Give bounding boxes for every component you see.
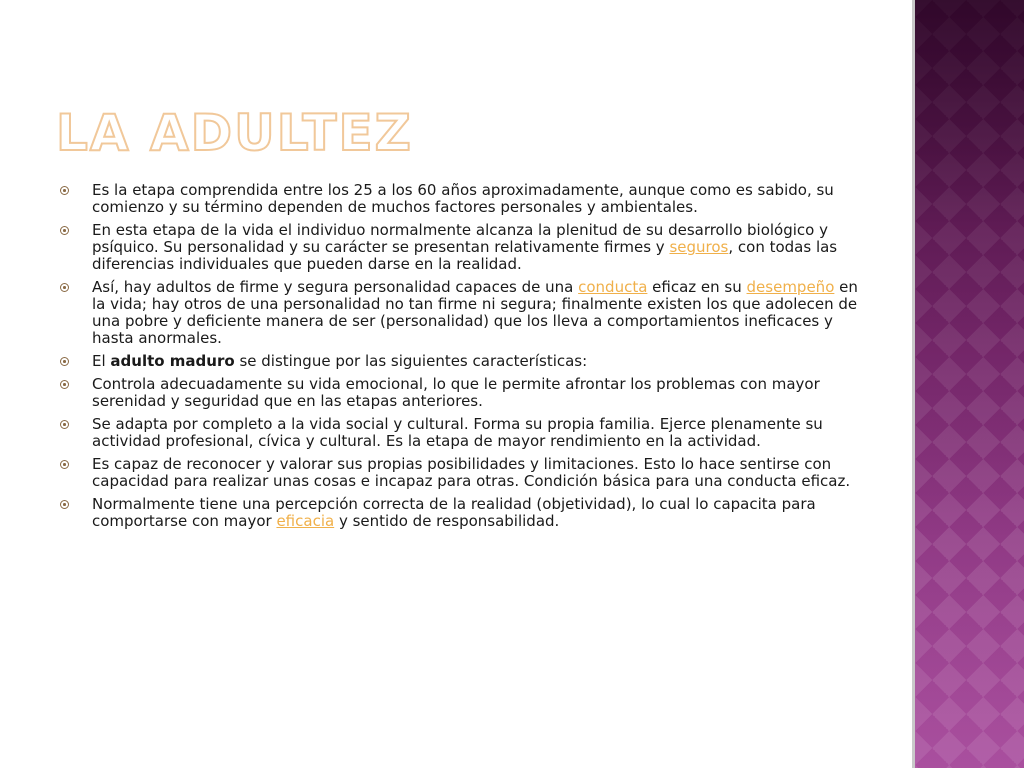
bullet-text: Así, hay adultos de firme y segura personalidad capaces de una [92, 278, 579, 296]
circle-bullet-icon [60, 226, 69, 235]
bullet-item-3 [60, 279, 860, 347]
bullet-item-6 [60, 416, 860, 450]
circle-bullet-icon [60, 357, 69, 366]
circle-bullet-icon [60, 283, 69, 292]
bullet-text: se distingue por las siguientes características: [234, 352, 588, 370]
bullet-item-7 [60, 456, 860, 490]
bullet-text: Controla adecuadamente su vida emocional, lo que le permite afrontar los problemas con mayor serenidad y seguridad que en las etapas anteriores. [92, 375, 820, 410]
link-eficacia[interactable]: eficacia [276, 512, 335, 530]
bullet-text: El [92, 352, 111, 370]
slide-title: LA ADULTEZ [56, 104, 413, 162]
bullet-text: Se adapta por completo a la vida social y cultural. Forma su propia familia. Ejerce plenamente su actividad profesional, cívica y cultural. Es la etapa de mayor rendimiento en la actividad. [92, 415, 823, 450]
bullet-text: , con todas las diferencias individuales que pueden darse en la realidad. [92, 238, 838, 273]
bullet-item-8 [60, 496, 860, 530]
circle-bullet-icon [60, 186, 69, 195]
bullet-text: En esta etapa de la vida el individuo normalmente alcanza la plenitud de su desarrollo biológico y psíquico. Su personalidad y su carácter se presentan relativamente firmes y [92, 221, 828, 256]
bullet-text: y sentido de responsabilidad. [334, 512, 560, 530]
bullet-text: Es la etapa comprendida entre los 25 a los 60 años aproximadamente, aunque como es sabido, su comienzo y su término dependen de muchos factores personales y ambientales. [92, 181, 834, 216]
circle-bullet-icon [60, 460, 69, 469]
link-seguros[interactable]: seguros [669, 238, 729, 256]
circle-bullet-icon [60, 420, 69, 429]
bullet-text: en la vida; hay otros de una personalidad no tan firme ni segura; finalmente existen los que adolecen de una pobre y deficiente manera de ser (personalidad) que los lleva a comportamientos ineficaces y hasta anormales. [92, 278, 858, 347]
decorative-side-panel [912, 0, 1024, 768]
circle-bullet-icon [60, 500, 69, 509]
bullet-item-2 [60, 222, 860, 273]
link-desempeno[interactable]: desempeño [746, 278, 835, 296]
bullet-text: Normalmente tiene una percepción correcta de la realidad (objetividad), lo cual lo capacita para comportarse con mayor [92, 495, 816, 530]
link-conducta[interactable]: conducta [578, 278, 648, 296]
bullet-item-1 [60, 182, 860, 216]
bullet-text: Es capaz de reconocer y valorar sus propias posibilidades y limitaciones. Esto lo hace sentirse con capacidad para realizar unas cosas e incapaz para otras. Condición básica para una conducta eficaz. [92, 455, 851, 490]
bullet-item-5 [60, 376, 860, 410]
bold-term: adulto maduro [110, 352, 235, 370]
bullet-text: eficaz en su [647, 278, 747, 296]
circle-bullet-icon [60, 380, 69, 389]
bullet-list [60, 182, 860, 536]
bullet-item-4 [60, 353, 860, 370]
